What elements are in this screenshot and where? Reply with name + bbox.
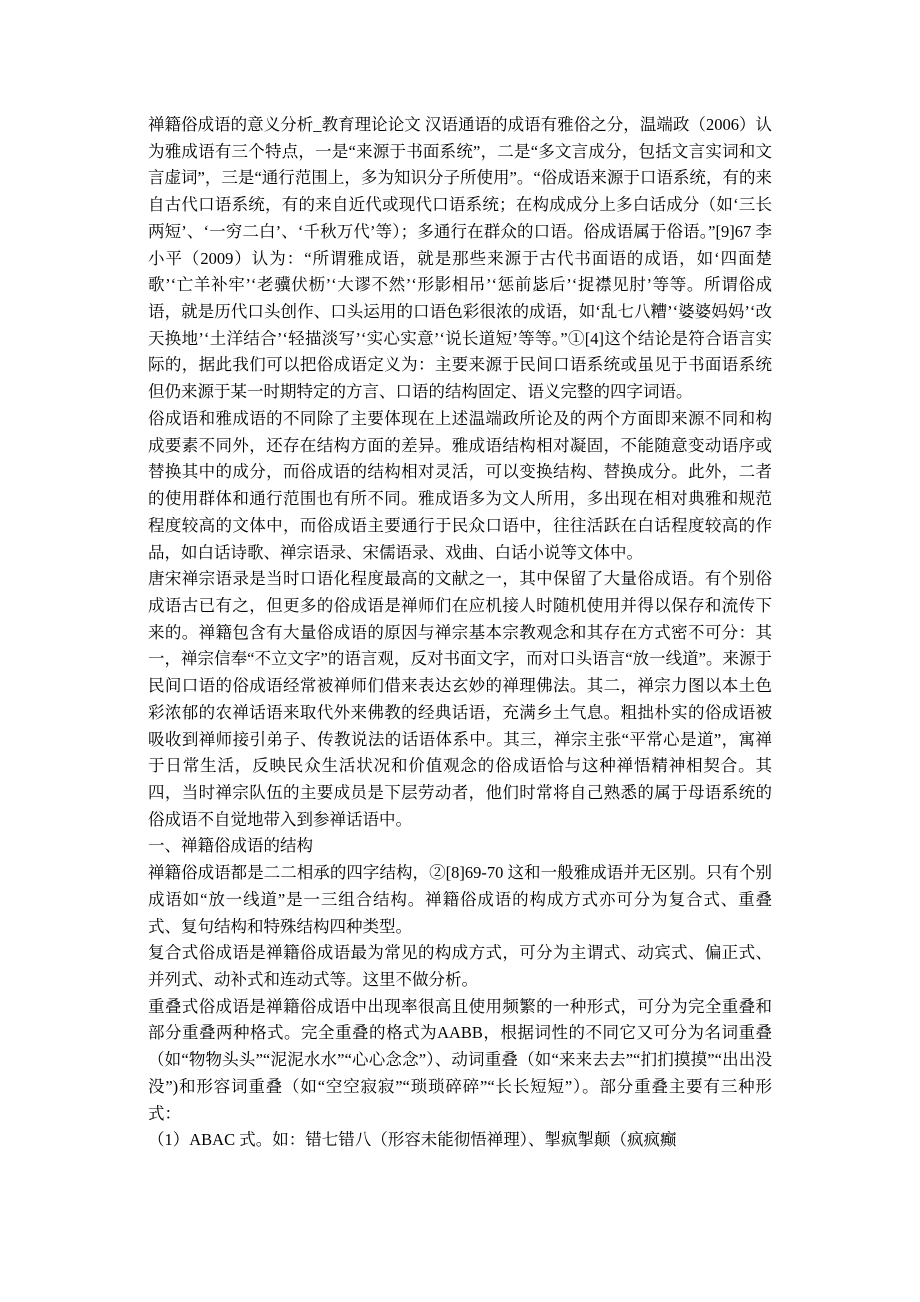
- paragraph: 禅籍俗成语都是二二相承的四字结构，②[8]69-70 这和一般雅成语并无区别。只有个别成语如“放一线道”是一三组合结构。禅籍俗成语的构成方式亦可分为复合式、重叠式、复句结构和特殊结构四种类型。: [148, 863, 772, 936]
- paragraph: （1）ABAC 式。如：错七错八（形容未能彻悟禅理）、掣疯掣颠（疯疯癫: [148, 1130, 677, 1150]
- paragraph: 俗成语和雅成语的不同除了主要体现在上述温端政所论及的两个方面即来源不同和构成要素不同外，还存在结构方面的差异。雅成语结构相对凝固，不能随意变动语序或替换其中的成分，而俗成语的结构相对灵活，可以变换结构、替换成分。此外，二者的使用群体和通行范围也有所不同。雅成语多为文人所用，多出现在相对典雅和规范程度较高的文体中，而俗成语主要通行于民众口语中，往往活跃在白话程度较高的作品，如白话诗歌、禅宗语录、宋儒语录、戏曲、白话小说等文体中。: [148, 408, 772, 562]
- paragraph: 禅籍俗成语的意义分析_教育理论论文 汉语通语的成语有雅俗之分，温端政（2006）认为雅成语有三个特点，一是“来源于书面系统”，二是“多文言成分，包括文言实词和文言虚词”，三是“通行范围上，多为知识分子所使用”。“俗成语来源于口语系统，有的来自古代口语系统，有的来自近代或现代口语系统；在构成成分上多白话成分（如‘三长两短’、‘一穷二白’、‘千秋万代’等）；多通行在群众的口语。俗成语属于俗语。”[9]67 李小平（2009）认为：“所谓雅成语，就是那些来源于古代书面语的成语，如‘四面楚歌’‘亡羊补牢’‘老骥伏枥’‘大谬不然’‘形影相吊’‘惩前毖后’‘捉襟见肘’等等。所谓俗成语，就是历代口头创作、口头运用的口语色彩很浓的成语，如‘乱七八糟’‘婆婆妈妈’‘改天换地’‘土洋结合’‘轻描淡写’‘实心实意’‘说长道短’等等。”①[4]这个结论是符合语言实际的，据此我们可以把俗成语定义为：主要来源于民间口语系统或虽见于书面语系统但仍来源于某一时期特定的方言、口语的结构固定、语义完整的四字词语。: [148, 115, 772, 402]
- document-body: [148, 112, 772, 1154]
- paragraph: 重叠式俗成语是禅籍俗成语中出现率很高且使用频繁的一种形式，可分为完全重叠和部分重叠两种格式。完全重叠的格式为AABB，根据词性的不同它又可分为名词重叠（如“物物头头”“泥泥水水”“心心念念”）、动词重叠（如“来来去去”“扪扪摸摸”“出出没没”)和形容词重叠（如“空空寂寂”“琐琐碎碎”“长长短短”）。部分重叠主要有三种形式：: [148, 996, 772, 1123]
- paragraph: 复合式俗成语是禅籍俗成语最为常见的构成方式，可分为主谓式、动宾式、偏正式、并列式、动补式和连动式等。这里不做分析。: [148, 943, 772, 989]
- paragraph: 唐宋禅宗语录是当时口语化程度最高的文献之一，其中保留了大量俗成语。有个别俗成语古已有之，但更多的俗成语是禅师们在应机接人时随机使用并得以保存和流传下来的。禅籍包含有大量俗成语的原因与禅宗基本宗教观念和其存在方式密不可分：其一，禅宗信奉“不立文字”的语言观，反对书面文字，而对口头语言“放一线道”。来源于民间口语的俗成语经常被禅师们借来表达玄妙的禅理佛法。其二，禅宗力图以本土色彩浓郁的农禅话语来取代外来佛教的经典话语，充满乡土气息。粗拙朴实的俗成语被吸收到禅师接引弟子、传教说法的话语体系中。其三，禅宗主张“平常心是道”，寓禅于日常生活，反映民众生活状况和价值观念的俗成语恰与这种禅悟精神相契合。其四，当时禅宗队伍的主要成员是下层劳动者，他们时常将自己熟悉的属于母语系统的俗成语不自觉地带入到参禅话语中。: [148, 569, 772, 829]
- section-heading: 一、禅籍俗成语的结构: [148, 836, 313, 856]
